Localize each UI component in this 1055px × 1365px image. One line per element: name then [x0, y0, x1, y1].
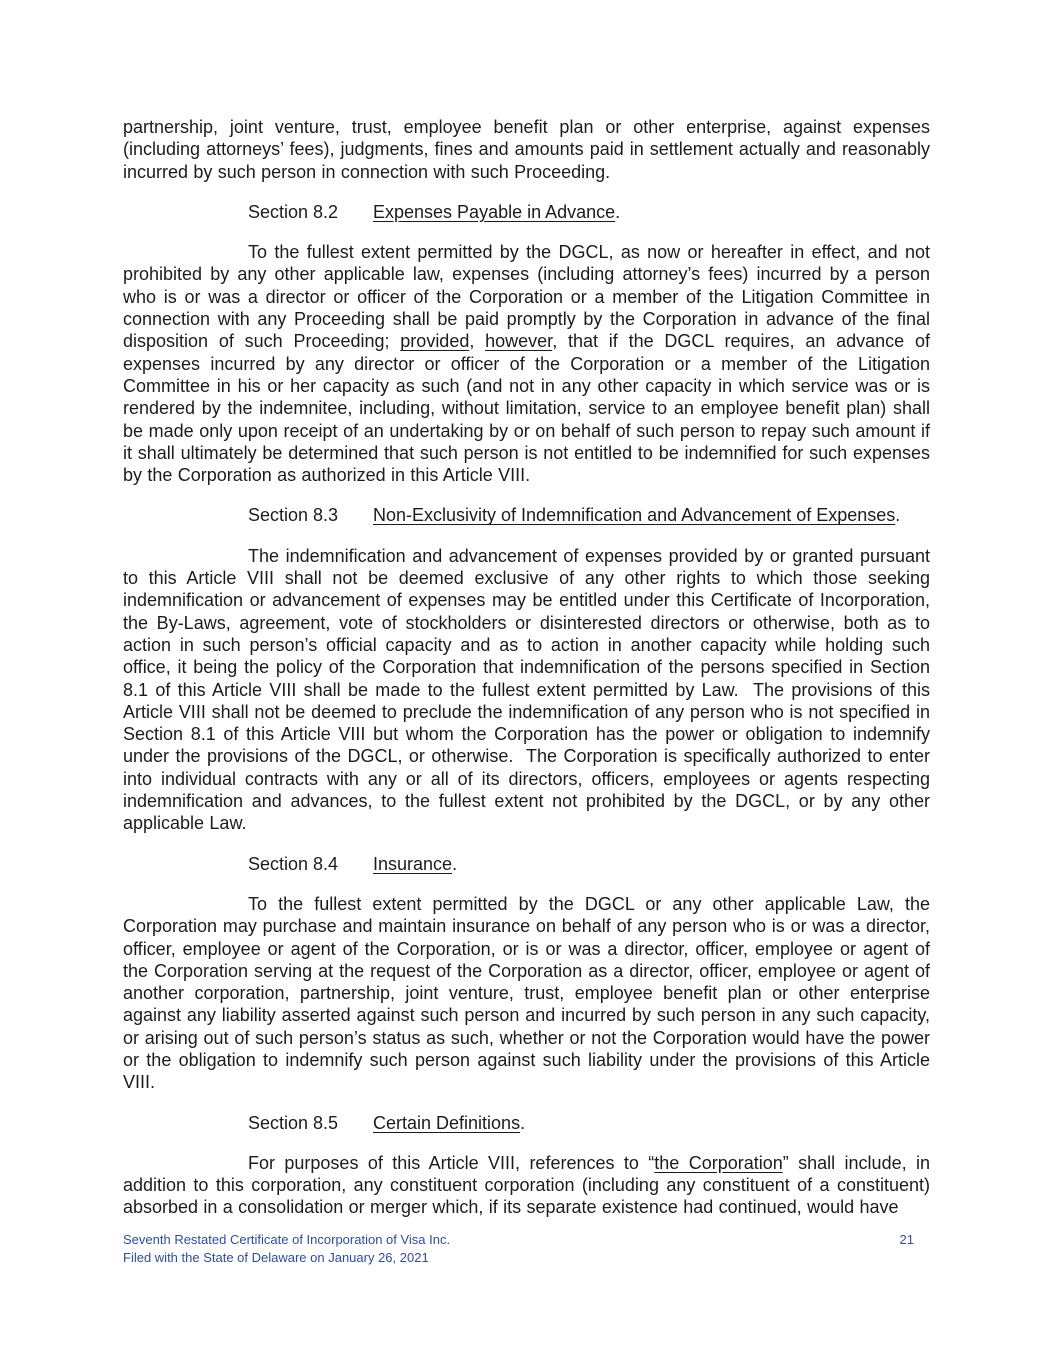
section-heading	[248, 201, 930, 223]
section-number: Section 8.5	[248, 1112, 339, 1133]
paragraph	[123, 545, 930, 835]
section-title: Certain Definitions	[373, 1112, 521, 1133]
section-title-period: .	[520, 1112, 526, 1133]
paragraph	[123, 893, 930, 1094]
text-run: For purposes of this Article VIII, references to “	[248, 1152, 655, 1173]
underlined-text-run: however	[485, 331, 553, 352]
text-run: partnership, joint venture, trust, employee benefit plan or other enterprise, against expenses (including attorneys’ fees), judgments, fines and amounts paid in settlement actually and reasonably incurred by such person in connection with such Proceeding.	[123, 117, 930, 182]
section-title-period: .	[452, 853, 458, 874]
section-number: Section 8.2	[248, 201, 339, 222]
footer-doc-title: Seventh Restated Certificate of Incorporation of Visa Inc.	[123, 1232, 451, 1247]
footer-filing-info: Filed with the State of Delaware on January 26, 2021	[123, 1249, 429, 1265]
paragraph	[123, 116, 930, 183]
section-number: Section 8.4	[248, 853, 339, 874]
section-title: Expenses Payable in Advance	[373, 201, 616, 222]
underlined-text-run: provided	[400, 331, 470, 352]
section-heading	[248, 853, 930, 875]
text-run: ” shall include, in addition to this corporation, any constituent corporation (including any constituent of a constituent) absorbed in a consolidation or merger which, if its separate existence had continued, would have	[123, 1152, 930, 1218]
section-heading	[248, 504, 930, 526]
text-run: , that if the DGCL requires, an advance of expenses incurred by any director or officer of the Corporation or a member of the Litigation Committee in his or her capacity as such (and not in any other capacity in which service was or is rendered by the indemnitee, including, without limitation, service to an employee benefit plan) shall be made only upon receipt of an undertaking by or on behalf of such person to repay such amount if it shall ultimately be determined that such person is not entitled to be indemnified for such expenses by the Corporation as authorized in this Article VIII.	[123, 331, 930, 486]
text-run: ,	[469, 331, 486, 352]
paragraph	[123, 241, 930, 486]
section-title-period: .	[895, 505, 901, 526]
section-title: Non-Exclusivity of Indemnification and Advancement of Expenses	[373, 505, 896, 526]
section-number: Section 8.3	[248, 505, 339, 526]
document-body	[123, 116, 930, 1219]
page-number: 21	[899, 1232, 914, 1247]
page-footer	[123, 1231, 930, 1266]
section-title-period: .	[615, 201, 621, 222]
text-run: To the fullest extent permitted by the DGCL, as now or hereafter in effect, and not prohibited by any other applicable law, expenses (including attorney’s fees) incurred by a person who is or was a director or officer of the Corporation or a member of the Litigation Committee in connection with any Proceeding shall be paid promptly by the Corporation in advance of the final disposition of such Proceeding;	[123, 242, 930, 352]
paragraph	[123, 1152, 930, 1219]
text-run: The indemnification and advancement of expenses provided by or granted pursuant to this Article VIII shall not be deemed exclusive of any other rights to which those seeking indemnification or advancement of expenses may be entitled under this Certificate of Incorporation, the By-Laws, agreement, vote of stockholders or disinterested directors or otherwise, both as to action in such person’s official capacity and as to action in another capacity while holding such office, it being the policy of the Corporation that indemnification of the persons specified in Section 8.1 of this Article VIII shall be made to the fullest extent permitted by Law. The provisions of this Article VIII shall not be deemed to preclude the indemnification of any person who is not specified in Section 8.1 of this Article VIII but whom the Corporation has the power or obligation to indemnify under the provisions of the DGCL, or otherwise. The Corporation is specifically authorized to enter into individual contracts with any or all of its directors, officers, employees or agents respecting indemnification and advances, to the fullest extent not prohibited by the DGCL, or by any other applicable Law.	[123, 545, 930, 834]
section-title: Insurance	[373, 853, 453, 874]
text-run: To the fullest extent permitted by the DGCL or any other applicable Law, the Corporation may purchase and maintain insurance on behalf of any person who is or was a director, officer, employee or agent of the Corporation, or is or was a director, officer, employee or agent of the Corporation serving at the request of the Corporation as a director, officer, employee or agent of another corporation, partnership, joint venture, trust, employee benefit plan or other enterprise against any liability asserted against such person and incurred by such person in any such capacity, or arising out of such person’s status as such, whether or not the Corporation would have the power or the obligation to indemnify such person against such liability under the provisions of this Article VIII.	[123, 893, 930, 1093]
section-heading	[248, 1112, 930, 1134]
underlined-text-run: the Corporation	[654, 1152, 783, 1173]
